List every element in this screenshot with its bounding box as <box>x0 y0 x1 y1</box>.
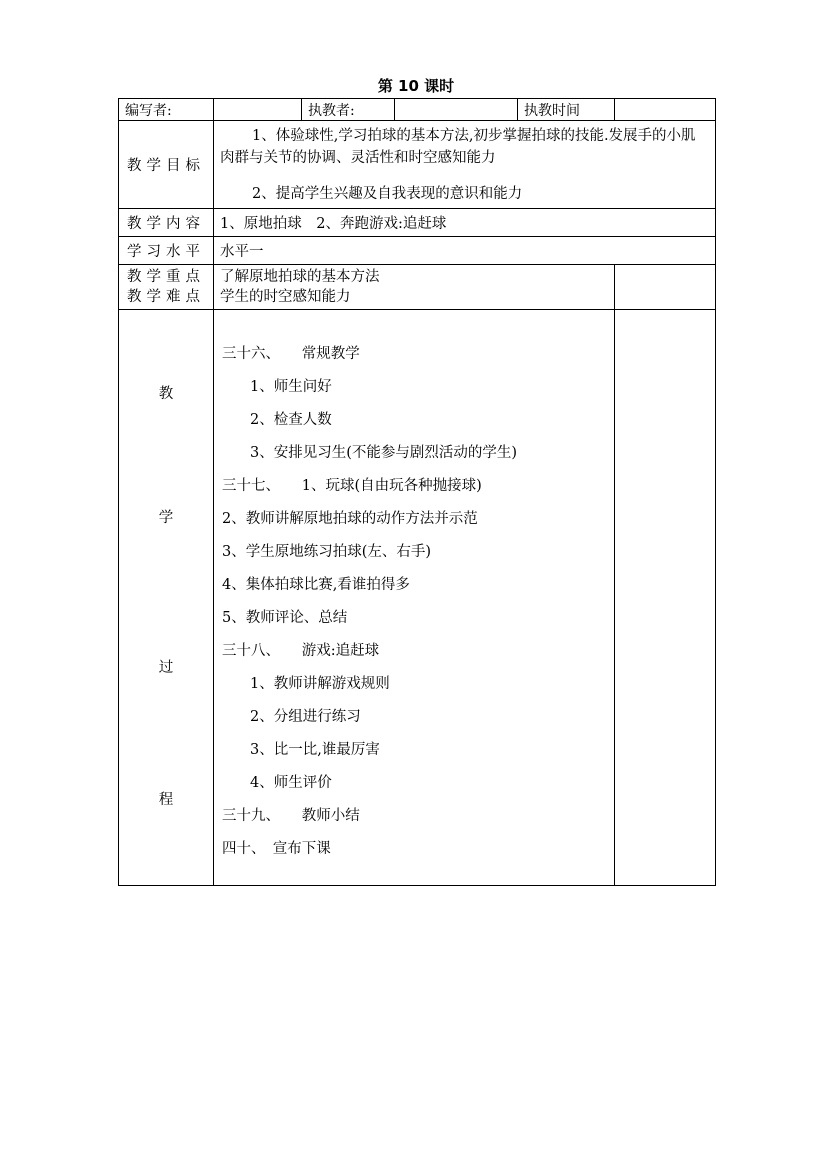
process-line: 1、师生问好 <box>250 379 332 395</box>
content-text: 1、原地拍球 2、奔跑游戏:追赶球 <box>214 209 716 237</box>
difficulty-text: 学生的时空感知能力 <box>220 289 351 305</box>
key-label: 教学重点 <box>127 269 205 285</box>
process-line: 3、安排见习生(不能参与剧烈活动的学生) <box>250 445 518 461</box>
process-line: 1、教师讲解游戏规则 <box>250 676 390 692</box>
goal-item-2: 2、提高学生兴趣及自我表现的意识和能力 <box>252 185 523 202</box>
page-title: 第 10 课时 <box>377 77 455 95</box>
process-line: 5、教师评论、总结 <box>222 610 348 626</box>
goal-item-1: 1、体验球性,学习拍球的基本方法,初步掌握拍球的技能.发展手的小肌肉群与关节的协调、灵活性和时空感知能力 <box>220 127 696 166</box>
time-value <box>615 99 716 121</box>
difficulty-label: 教学难点 <box>127 289 205 305</box>
lesson-plan-table <box>118 98 716 886</box>
key-row <box>119 265 716 310</box>
process-line: 2、分组进行练习 <box>250 709 361 725</box>
header-row <box>119 99 716 121</box>
process-line: 3、比一比,谁最厉害 <box>250 742 380 758</box>
process-label-char-2: 学 <box>158 510 174 526</box>
key-text: 了解原地拍球的基本方法 <box>220 269 380 285</box>
process-label <box>119 310 214 886</box>
process-line: 4、师生评价 <box>250 775 332 791</box>
time-label: 执教时间 <box>518 99 615 121</box>
process-row <box>119 310 716 886</box>
goals-row <box>119 121 716 209</box>
process-extra-cell <box>615 310 716 886</box>
process-content <box>214 310 615 886</box>
level-row <box>119 237 716 265</box>
process-line: 4、集体拍球比赛,看谁拍得多 <box>222 577 410 593</box>
content-label: 教学内容 <box>119 209 214 237</box>
key-extra-cell <box>615 265 716 310</box>
author-value <box>214 99 302 121</box>
process-line: 四十、 宣布下课 <box>222 841 331 857</box>
teacher-label: 执教者: <box>302 99 395 121</box>
process-line: 三十六、 常规教学 <box>222 346 360 362</box>
content-row <box>119 209 716 237</box>
process-label-char-3: 过 <box>158 660 174 676</box>
process-label-char-4: 程 <box>158 792 174 808</box>
goals-label: 教学目标 <box>119 121 214 209</box>
author-label: 编写者: <box>119 99 214 121</box>
teacher-value <box>395 99 518 121</box>
key-labels <box>119 265 214 310</box>
process-line: 2、教师讲解原地拍球的动作方法并示范 <box>222 511 478 527</box>
level-label: 学习水平 <box>119 237 214 265</box>
process-line: 三十九、 教师小结 <box>222 808 360 824</box>
process-line: 三十八、 游戏:追赶球 <box>222 643 380 659</box>
process-line: 3、学生原地练习拍球(左、右手) <box>222 544 432 560</box>
key-texts <box>214 265 615 310</box>
process-label-char-1: 教 <box>158 386 174 402</box>
process-line: 2、检查人数 <box>250 412 332 428</box>
goals-cell <box>214 121 716 209</box>
process-line: 三十七、 1、玩球(自由玩各种抛接球) <box>222 478 482 494</box>
level-text: 水平一 <box>214 237 716 265</box>
